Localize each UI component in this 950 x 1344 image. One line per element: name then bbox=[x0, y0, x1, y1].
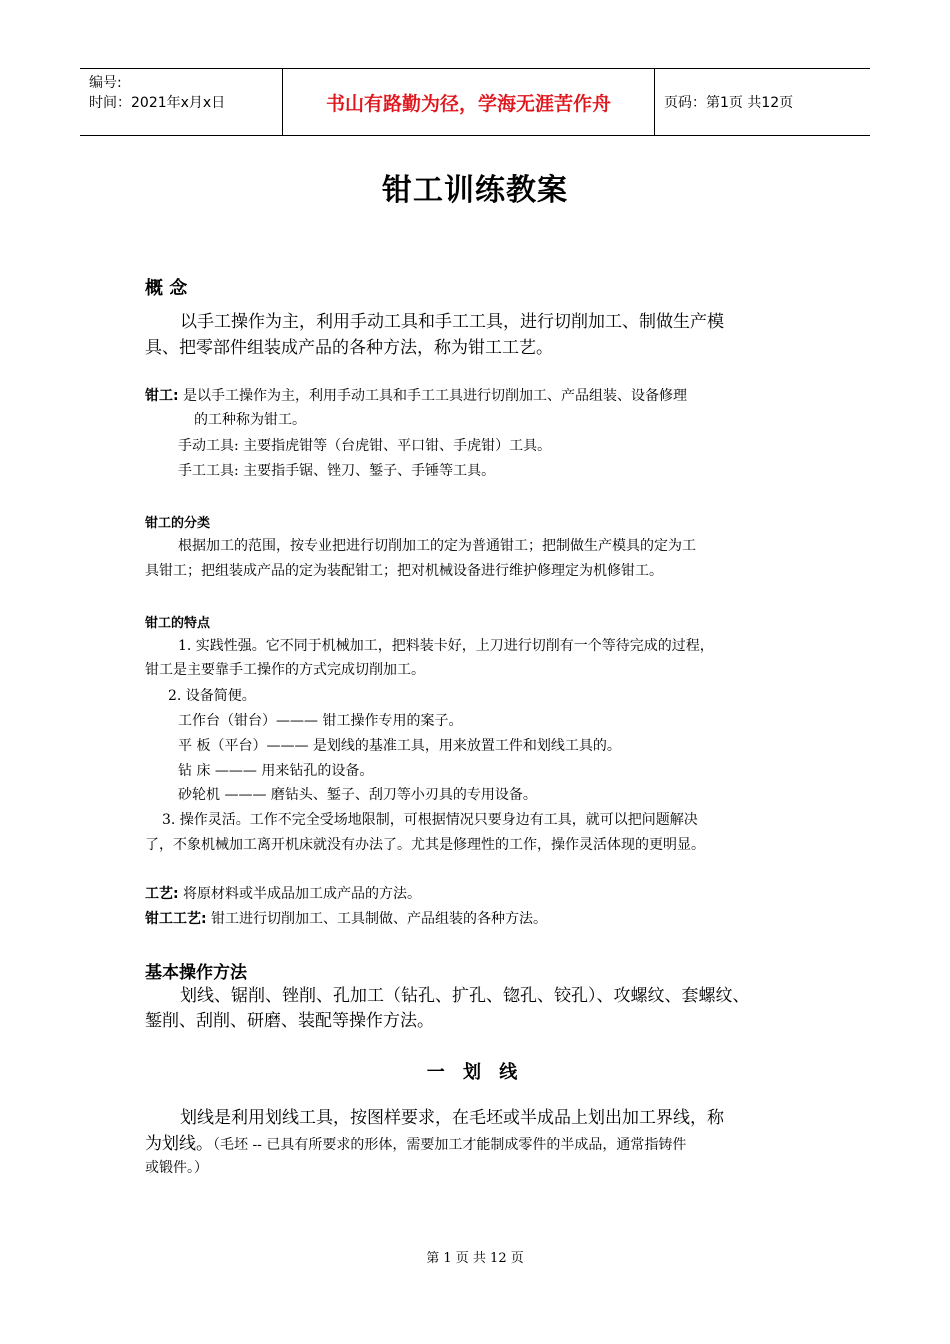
concept-heading: 概 念 bbox=[145, 278, 188, 299]
page-info: 页码：第1页 共12页 bbox=[664, 95, 794, 111]
qiangong-def-line-2: 的工种称为钳工。 bbox=[194, 412, 306, 428]
grinder-item: 砂轮机 ——— 磨钻头、錾子、刮刀等小刃具的专用设备。 bbox=[178, 787, 537, 803]
feature-1-line-1: 1. 实践性强。它不同于机械加工，把料装卡好，上刀进行切削有一个等待完成的过程， bbox=[178, 638, 714, 654]
motto: 书山有路勤为径，学海无涯苦作舟 bbox=[283, 69, 655, 135]
features-heading: 钳工的特点 bbox=[145, 616, 211, 631]
qiangong-craft-def: 钳工进行切削加工、工具制做、产品组装的各种方法。 bbox=[206, 911, 548, 927]
concept-line-1: 以手工操作为主，利用手动工具和手工工具，进行切削加工、制做生产模 bbox=[180, 312, 724, 332]
qiangong-definition bbox=[145, 386, 687, 406]
feature-3-line-2: 了，不象机械加工离开机床就没有办法了。尤其是修理性的工作，操作灵活体现的更明显。 bbox=[145, 837, 705, 853]
feature-3-line-1: 3. 操作灵活。工作不完全受场地限制，可根据情况只要身边有工具，就可以把问题解决 bbox=[162, 812, 698, 828]
marking-line-2 bbox=[145, 1132, 686, 1156]
code-label: 编号: bbox=[89, 75, 122, 91]
concept-line-2: 具、把零部件组装成产品的各种方法，称为钳工工艺。 bbox=[145, 338, 553, 358]
workbench-item: 工作台（钳台）——— 钳工操作专用的案子。 bbox=[178, 713, 463, 729]
marking-line-3: 或锻件。） bbox=[145, 1160, 208, 1176]
basic-ops-line-1: 划线、锯削、锉削、孔加工（钻孔、扩孔、锪孔、铰孔）、攻螺纹、套螺纹、 bbox=[180, 986, 750, 1006]
craft-definition bbox=[145, 884, 421, 904]
plate-item: 平 板（平台）——— 是划线的基准工具，用来放置工件和划线工具的。 bbox=[178, 738, 621, 754]
classification-line-1: 根据加工的范围，按专业把进行切削加工的定为普通钳工；把制做生产模具的定为工 bbox=[178, 538, 696, 554]
feature-1-line-2: 钳工是主要靠手工操作的方式完成切削加工。 bbox=[145, 662, 425, 678]
marking-line-2-a: 为划线。 bbox=[145, 1134, 213, 1154]
manual-tools: 手动工具: 主要指虎钳等（台虎钳、平口钳、手虎钳）工具。 bbox=[178, 438, 552, 454]
craft-def: 将原材料或半成品加工成产品的方法。 bbox=[178, 886, 422, 902]
classification-line-2: 具钳工；把组装成产品的定为装配钳工；把对机械设备进行维护修理定为机修钳工。 bbox=[145, 563, 663, 579]
time-label: 时间：2021年x月x日 bbox=[89, 95, 226, 111]
marking-heading: 一 划 线 bbox=[426, 1062, 524, 1083]
basic-ops-line-2: 錾削、刮削、研磨、装配等操作方法。 bbox=[145, 1011, 434, 1031]
hand-tools: 手工工具: 主要指手锯、锉刀、錾子、手锤等工具。 bbox=[178, 463, 496, 479]
basic-ops-heading: 基本操作方法 bbox=[145, 963, 247, 983]
marking-line-2-b: （毛坯 -- 已具有所要求的形体，需要加工才能制成零件的半成品，通常指铸件 bbox=[213, 1137, 687, 1153]
qiangong-term: 钳工: bbox=[145, 388, 179, 404]
page-footer: 第 1 页 共 12 页 bbox=[426, 1251, 524, 1266]
marking-line-1: 划线是利用划线工具，按图样要求，在毛坯或半成品上划出加工界线，称 bbox=[180, 1108, 724, 1128]
feature-2: 2. 设备简便。 bbox=[168, 688, 256, 704]
header-table bbox=[80, 68, 870, 136]
qiangong-craft-term: 钳工工艺: bbox=[145, 911, 207, 927]
craft-term: 工艺: bbox=[145, 886, 179, 902]
classification-heading: 钳工的分类 bbox=[145, 516, 211, 531]
document-title: 钳工训练教案 bbox=[382, 173, 568, 208]
header-meta-cell bbox=[80, 69, 283, 135]
qiangong-def-line-1: 是以手工操作为主，利用手动工具和手工工具进行切削加工、产品组装、设备修理 bbox=[178, 388, 688, 404]
qiangong-craft-definition bbox=[145, 909, 547, 929]
drill-item: 钻 床 ——— 用来钻孔的设备。 bbox=[178, 763, 374, 779]
